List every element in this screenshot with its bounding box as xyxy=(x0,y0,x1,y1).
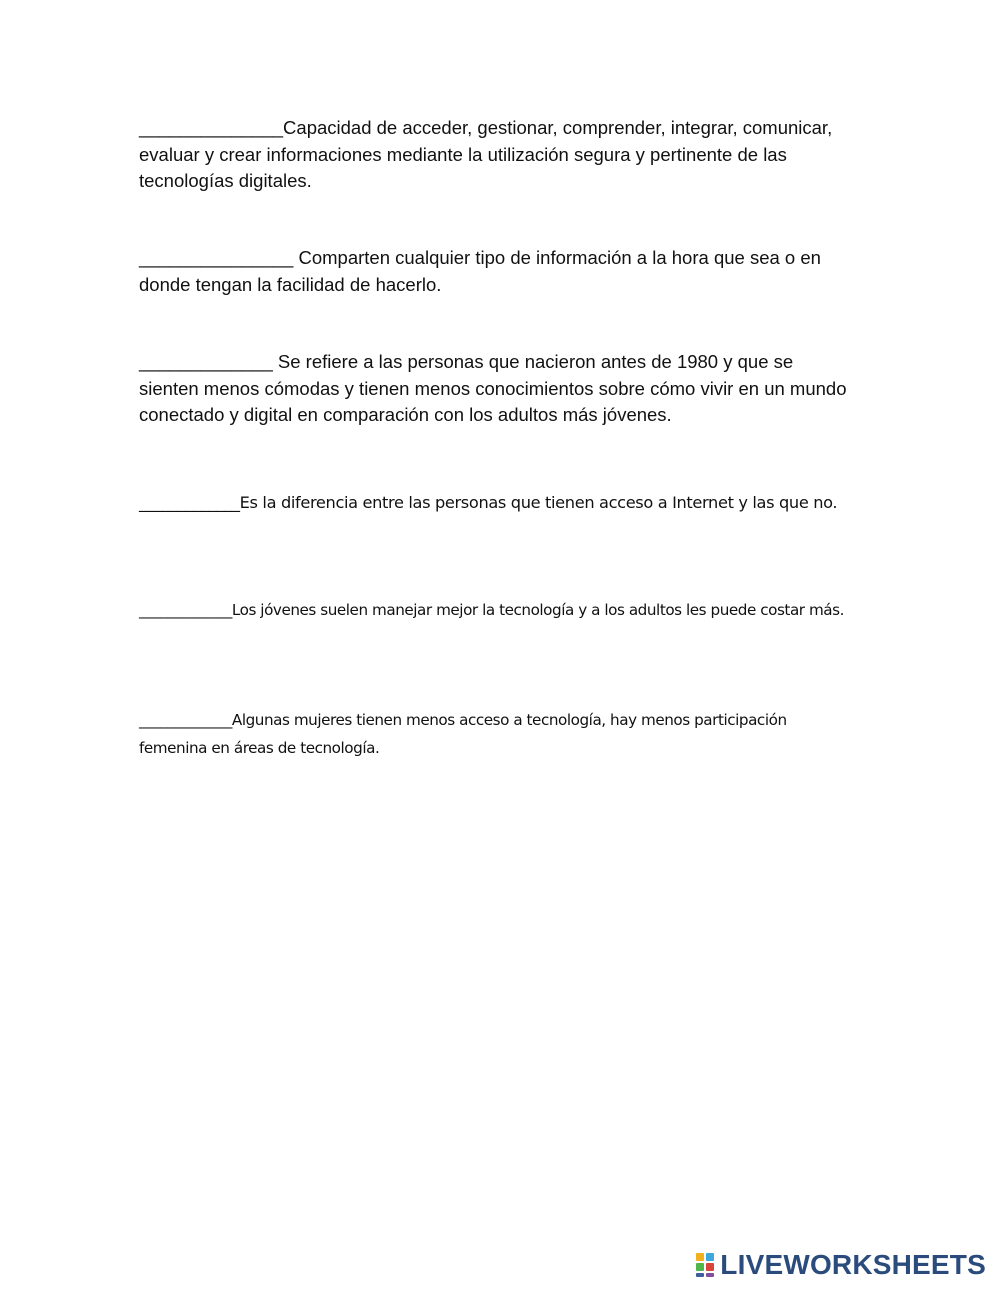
answer-blank-2[interactable]: _______________ xyxy=(139,247,294,268)
answer-blank-5[interactable]: _____________ xyxy=(139,601,232,619)
liveworksheets-logo[interactable] xyxy=(696,1250,986,1280)
answer-blank-6[interactable]: _____________ xyxy=(139,711,232,729)
worksheet-item-2 xyxy=(139,245,849,298)
worksheet-item-4 xyxy=(139,484,849,522)
liveworksheets-logo-icon xyxy=(696,1253,714,1277)
worksheet-item-3 xyxy=(139,349,849,429)
definition-text-4: Es la diferencia entre las personas que tienen acceso a Internet y las que no. xyxy=(239,493,838,512)
worksheet-item-6 xyxy=(139,706,849,762)
answer-blank-1[interactable]: ______________ xyxy=(139,117,284,138)
definition-text-5: Los jóvenes suelen manejar mejor la tecnología y a los adultos les puede costar más. xyxy=(231,601,845,619)
definition-text-3: Se refiere a las personas que nacieron antes de 1980 y que se sienten menos cómodas y tienen menos conocimientos sobre cómo vivir en un mundo conectado y digital en comparación con los adultos más jóvenes. xyxy=(139,351,847,425)
worksheet-item-1 xyxy=(139,115,849,195)
worksheet-item-5 xyxy=(139,596,849,624)
definition-text-2: Comparten cualquier tipo de información a la hora que sea o en donde tengan la facilidad de hacerlo. xyxy=(139,247,821,295)
definition-text-6: Algunas mujeres tienen menos acceso a tecnología, hay menos participación femenina en áreas de tecnología. xyxy=(139,711,787,757)
definition-text-1: Capacidad de acceder, gestionar, comprender, integrar, comunicar, evaluar y crear informaciones mediante la utilización segura y pertinente de las tecnologías digitales. xyxy=(139,117,833,191)
liveworksheets-logo-text: LIVEWORKSHEETS xyxy=(720,1249,986,1280)
answer-blank-4[interactable]: _____________ xyxy=(139,493,240,512)
answer-blank-3[interactable]: _____________ xyxy=(139,351,273,372)
